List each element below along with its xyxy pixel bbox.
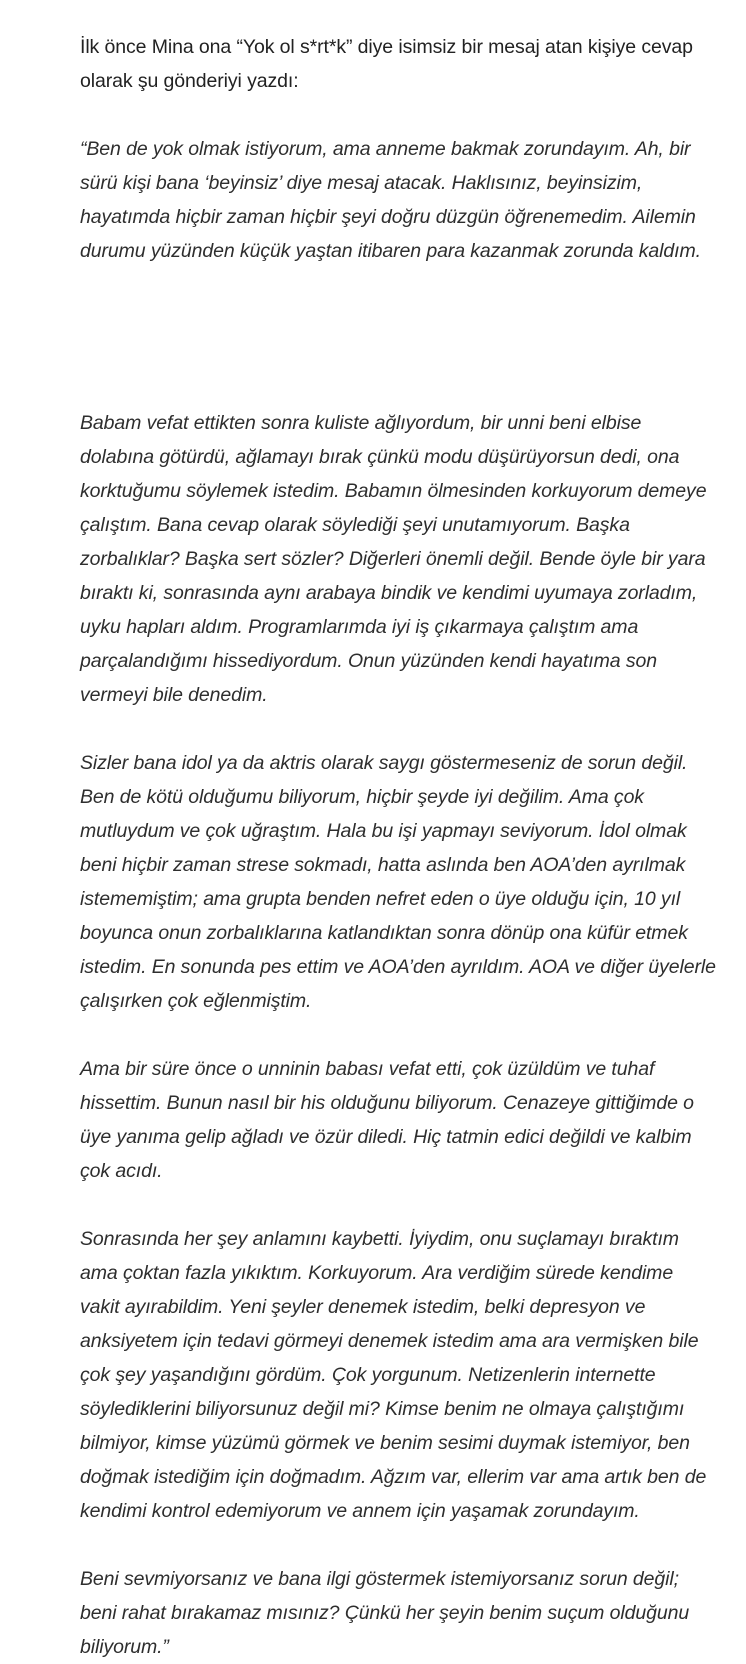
quote-paragraph-2: Babam vefat ettikten sonra kuliste ağlıyordum, bir unni beni elbise dolabına götürdü, ağlamayı bırak çünkü modu düşürüyorsun dedi, ona korktuğumu söylemek istedim. Babamın ölmesinden korkuyorum demeye çalıştım. Bana cevap olarak söylediği şeyi unutamıyorum. Başka zorbalıklar? Başka sert sözler? Diğerleri önemli değil. Bende öyle bir yara bıraktı ki, sonrasında aynı arabaya bindik ve kendimi uyumaya zorladım, uyku hapları aldım. Programlarımda iyi iş çıkarmaya çalıştım ama parçalandığımı hissediyordum. Onun yüzünden kendi hayatıma son vermeyi bile denedim. [80,412,707,706]
blank-space [80,268,716,406]
quote-paragraph-3: Sizler bana idol ya da aktris olarak saygı göstermeseniz de sorun değil. Ben de kötü olduğumu biliyorum, hiçbir şeyde iyi değilim. Ama çok mutluydum ve çok uğraştım. Hala bu işi yapmayı seviyorum. İdol olmak beni hiçbir zaman strese sokmadı, hatta aslında ben AOA’den ayrılmak istememiştim; ama grupta benden nefret eden o üye olduğu için, 10 yıl boyunca onun zorbalıklarına katlandıktan sonra dönüp ona küfür etmek istedim. En sonunda pes ettim ve AOA’den ayrıldım. AOA ve diğer üyelerle çalışırken çok eğlenmiştim. [80,752,716,1012]
quote-paragraph-1: “Ben de yok olmak istiyorum, ama anneme bakmak zorundayım. Ah, bir sürü kişi bana ‘beyinsiz’ diye mesaj atacak. Haklısınız, beyinsizim, hayatımda hiçbir zaman hiçbir şeyi doğru düzgün öğrenemedim. Ailemin durumu yüzünden küçük yaştan itibaren para kazanmak zorunda kaldım. [80,138,701,262]
article-body [80,30,716,1664]
quote-paragraph-6: Beni sevmiyorsanız ve bana ilgi göstermek istemiyorsanız sorun değil; beni rahat bırakamaz mısınız? Çünkü her şeyin benim suçum olduğunu biliyorum.” [80,1568,690,1658]
quote-paragraph-5: Sonrasında her şey anlamını kaybetti. İyiydim, onu suçlamayı bıraktım ama çoktan fazla yıkıktım. Korkuyorum. Ara verdiğim sürede kendime vakit ayırabildim. Yeni şeyler denemek istedim, belki depresyon ve anksiyetem için tedavi görmeyi denemek istedim ama ara vermişken bile çok şey yaşandığını gördüm. Çok yorgunum. Netizenlerin internette söylediklerini biliyorsunuz değil mi? Kimse benim ne olmaya çalıştığımı bilmiyor, kimse yüzümü görmek ve benim sesimi duymak istemiyor, ben doğmak istediğim için doğmadım. Ağzım var, ellerim var ama artık ben de kendimi kontrol edemiyorum ve annem için yaşamak zorundayım. [80,1228,707,1522]
quote-paragraph-4: Ama bir süre önce o unninin babası vefat etti, çok üzüldüm ve tuhaf hissettim. Bunun nasıl bir his olduğunu biliyorum. Cenazeye gittiğimde o üye yanıma gelip ağladı ve özür diledi. Hiç tatmin edici değildi ve kalbim çok acıdı. [80,1058,694,1182]
intro-paragraph: İlk önce Mina ona “Yok ol s*rt*k” diye isimsiz bir mesaj atan kişiye cevap olarak şu gönderiyi yazdı: [80,36,693,92]
